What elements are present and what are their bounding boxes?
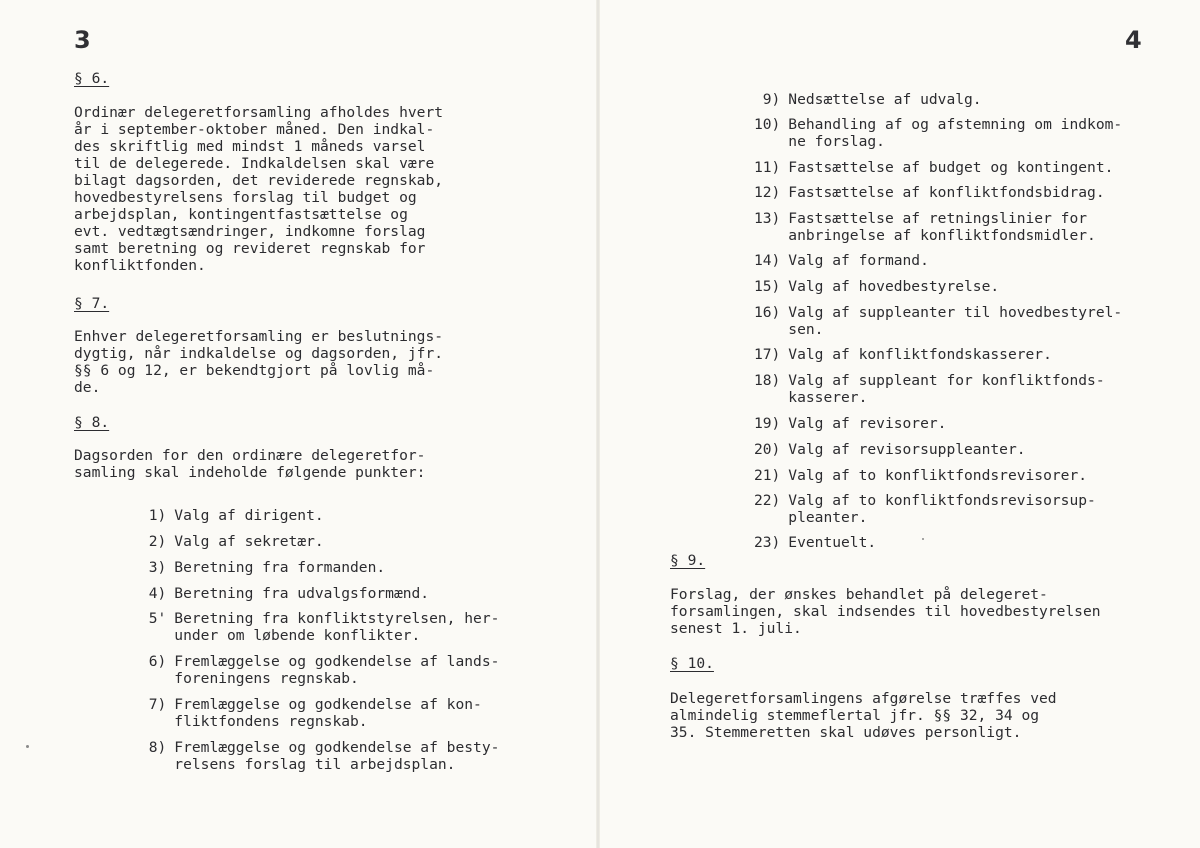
list-item-text: Beretning fra formanden. (174, 559, 386, 576)
list-item-text: Behandling af og afstemning om indkom- ne forslag. (788, 116, 1123, 150)
list-item-text: Valg af suppleanter til hovedbestyrel- sen. (788, 304, 1123, 338)
section-heading-6: § 6. (74, 70, 110, 87)
list-item-number: 16) (753, 304, 781, 321)
section-heading-7: § 7. (74, 295, 110, 312)
section-10-text: Delegeretforsamlingens afgørelse træffes ved almindelig stemmeflertal jfr. §§ 32, 34 og 35. Stemmeretten skal udøves personligt. (670, 690, 1057, 741)
list-item-text: Fremlæggelse og godkendelse af kon- fliktfondens regnskab. (174, 696, 482, 730)
list-item-text: Valg af sekretær. (174, 533, 324, 550)
list-item-number: 3) (148, 559, 167, 576)
list-item-number: 23) (753, 534, 781, 551)
list-item-number: 22) (753, 492, 781, 509)
list-item-number: 1) (148, 507, 167, 524)
list-item-text: Fastsættelse af konfliktfondsbidrag. (788, 184, 1105, 201)
list-item-number: 21) (753, 467, 781, 484)
list-item-text: Valg af revisorer. (788, 415, 947, 432)
page-number: 3 (74, 26, 91, 54)
section-8-text: Dagsorden for den ordinære delegeretfor- samling skal indeholde følgende punkter: (74, 447, 426, 481)
list-item-text: Fastsættelse af budget og kontingent. (788, 159, 1114, 176)
page-number: 4 (1125, 26, 1142, 54)
section-heading-9: § 9. (670, 552, 706, 569)
list-item-text: Valg af dirigent. (174, 507, 324, 524)
list-item (74, 722, 499, 790)
list-item-text: Valg af formand. (788, 252, 929, 269)
section-heading-8: § 8. (74, 414, 110, 431)
list-item-text: Valg af to konfliktfondsrevisorsup- pleanter. (788, 492, 1096, 526)
list-item-text: Fremlæggelse og godkendelse af besty- relsens forslag til arbejdsplan. (174, 739, 500, 773)
list-item-text: Fastsættelse af retningslinier for anbringelse af konfliktfondsmidler. (788, 210, 1096, 244)
list-item-text: Beretning fra udvalgsformænd. (174, 585, 430, 602)
list-item-text: Valg af revisorsuppleanter. (788, 441, 1026, 458)
list-item-text: Beretning fra konfliktstyrelsen, her- under om løbende konflikter. (174, 610, 500, 644)
section-heading-10: § 10. (670, 655, 714, 672)
section-9-text: Forslag, der ønskes behandlet på delegeret- forsamlingen, skal indsendes til hovedbestyrelsen senest 1. juli. (670, 586, 1101, 637)
list-item-number: 4) (148, 585, 167, 602)
list-item-number: 2) (148, 533, 167, 550)
list-item-number: 5' (148, 610, 167, 627)
list-item-text: Valg af to konfliktfondsrevisorer. (788, 467, 1088, 484)
list-item-number: 9) (762, 91, 781, 108)
list-item-text: Valg af suppleant for konfliktfonds- kasserer. (788, 372, 1105, 406)
left-page (0, 0, 598, 848)
list-item-number: 17) (753, 346, 781, 363)
paper-speck (922, 538, 924, 540)
section-6-text: Ordinær delegeretforsamling afholdes hvert år i september-oktober måned. Den indkal- des skriftlig med mindst 1 måneds varsel til de delegerede. Indkaldelsen skal være bilagt dagsorden, det reviderede regnskab, hovedbestyrelsens forslag til budget og arbejdsplan, kontingentfastsættelse og evt. vedtægtsændringer, indkomne forslag samt beretning og revideret regnskab for konfliktfonden. (74, 104, 444, 274)
section-7-text: Enhver delegeretforsamling er beslutnings- dygtig, når indkaldelse og dagsorden, jfr. §§ 6 og 12, er bekendtgjort på lovlig må- de. (74, 328, 444, 396)
right-page (600, 0, 1200, 848)
list-item-text: Eventuelt. (788, 534, 877, 551)
list-item-number: 15) (753, 278, 781, 295)
list-item-number: 14) (753, 252, 781, 269)
list-item-number: 8) (148, 739, 167, 756)
list-item-number: 6) (148, 653, 167, 670)
list-item-number: 11) (753, 159, 781, 176)
list-item-text: Fremlæggelse og godkendelse af lands- foreningens regnskab. (174, 653, 500, 687)
list-item-text: Nedsættelse af udvalg. (788, 91, 982, 108)
paper-speck (26, 745, 29, 748)
list-item-number: 13) (753, 210, 781, 227)
list-item-number: 7) (148, 696, 167, 713)
list-item-number: 20) (753, 441, 781, 458)
list-item-number: 10) (753, 116, 781, 133)
list-item-number: 18) (753, 372, 781, 389)
list-item-text: Valg af hovedbestyrelse. (788, 278, 1000, 295)
list-item-number: 19) (753, 415, 781, 432)
list-item-number: 12) (753, 184, 781, 201)
list-item-text: Valg af konfliktfondskasserer. (788, 346, 1052, 363)
